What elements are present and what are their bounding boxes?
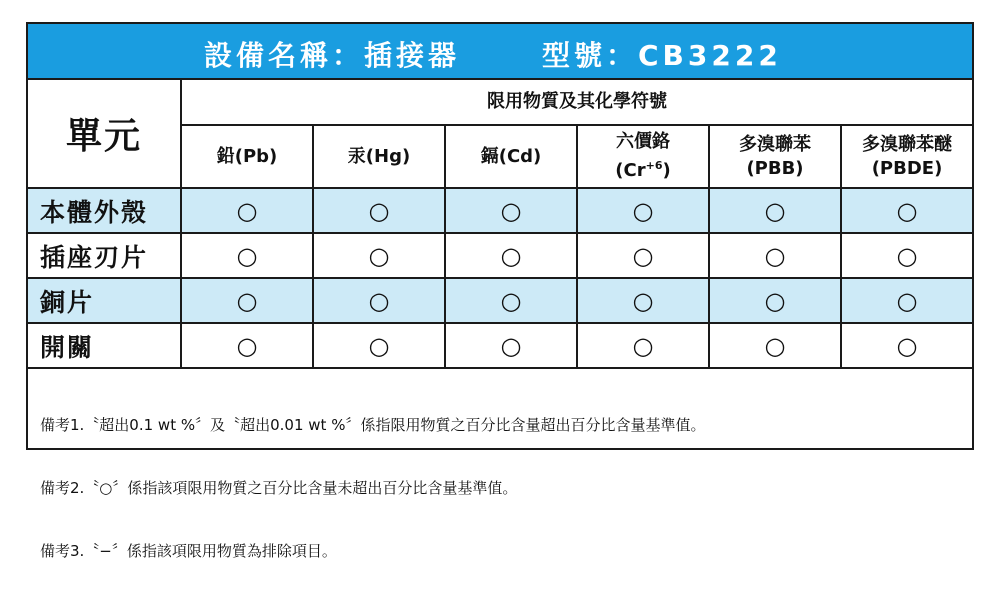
compliance-mark: ○ bbox=[182, 234, 314, 279]
column-header-symbol: $(Cr^{+6})$ bbox=[615, 159, 671, 181]
column-header-pb bbox=[182, 126, 314, 189]
compliance-mark: ○ bbox=[710, 279, 842, 324]
column-header-label: 汞(Hg) bbox=[347, 145, 411, 167]
column-header-hg bbox=[314, 126, 446, 189]
row-label: 插座刃片 bbox=[28, 234, 182, 279]
column-header-label: 鎘(Cd) bbox=[480, 145, 542, 167]
compliance-mark: ○ bbox=[182, 279, 314, 324]
compliance-mark: ○ bbox=[842, 279, 972, 324]
rohs-declaration-table bbox=[26, 22, 974, 560]
remark-line: 備考2.〝○〞係指該項限用物質之百分比含量未超出百分比含量基準值。 bbox=[40, 479, 518, 497]
compliance-mark: ○ bbox=[182, 189, 314, 234]
row-label: 本體外殼 bbox=[28, 189, 182, 234]
compliance-mark: ○ bbox=[578, 279, 710, 324]
remark-line: 備考1.〝超出0.1 wt %〞及〝超出0.01 wt %〞係指限用物質之百分比含量超出百分比含量基準值。 bbox=[40, 416, 706, 434]
model-title: 型號：CB3222 bbox=[542, 39, 782, 72]
substances-group-header: 限用物質及其化學符號 bbox=[182, 80, 972, 126]
compliance-mark: ○ bbox=[842, 234, 972, 279]
compliance-mark: ○ bbox=[578, 234, 710, 279]
compliance-mark: ○ bbox=[446, 189, 578, 234]
remarks bbox=[40, 373, 705, 604]
column-header-symbol: (PBB) bbox=[746, 157, 804, 179]
compliance-mark: ○ bbox=[842, 324, 972, 369]
compliance-mark: ○ bbox=[446, 279, 578, 324]
column-header-symbol: (PBDE) bbox=[871, 157, 943, 179]
compliance-mark: ○ bbox=[314, 189, 446, 234]
compliance-mark: ○ bbox=[710, 189, 842, 234]
compliance-mark: ○ bbox=[314, 279, 446, 324]
remark-line: 備考3.〝−〞係指該項限用物質為排除項目。 bbox=[40, 542, 337, 560]
column-header-label: 多溴聯苯 bbox=[739, 133, 811, 155]
compliance-mark: ○ bbox=[578, 324, 710, 369]
column-header-label: 鉛(Pb) bbox=[216, 145, 278, 167]
compliance-mark: ○ bbox=[710, 234, 842, 279]
column-header-pbde bbox=[842, 126, 972, 189]
compliance-mark: ○ bbox=[182, 324, 314, 369]
title-bar bbox=[28, 24, 972, 80]
compliance-mark: ○ bbox=[314, 324, 446, 369]
row-label: 銅片 bbox=[28, 279, 182, 324]
column-header-cd bbox=[446, 126, 578, 189]
compliance-mark: ○ bbox=[710, 324, 842, 369]
column-header-label: 多溴聯苯醚 bbox=[862, 133, 952, 155]
compliance-mark: ○ bbox=[314, 234, 446, 279]
compliance-mark: ○ bbox=[842, 189, 972, 234]
column-header-pbb bbox=[710, 126, 842, 189]
column-header-label: 六價鉻 bbox=[616, 131, 670, 152]
compliance-mark: ○ bbox=[446, 234, 578, 279]
compliance-mark: ○ bbox=[578, 189, 710, 234]
column-header-cr6 bbox=[578, 126, 710, 189]
device-name-title: 設備名稱：插接器 bbox=[204, 39, 461, 72]
compliance-mark: ○ bbox=[446, 324, 578, 369]
unit-header: 單元 bbox=[28, 80, 182, 189]
row-label: 開關 bbox=[28, 324, 182, 369]
